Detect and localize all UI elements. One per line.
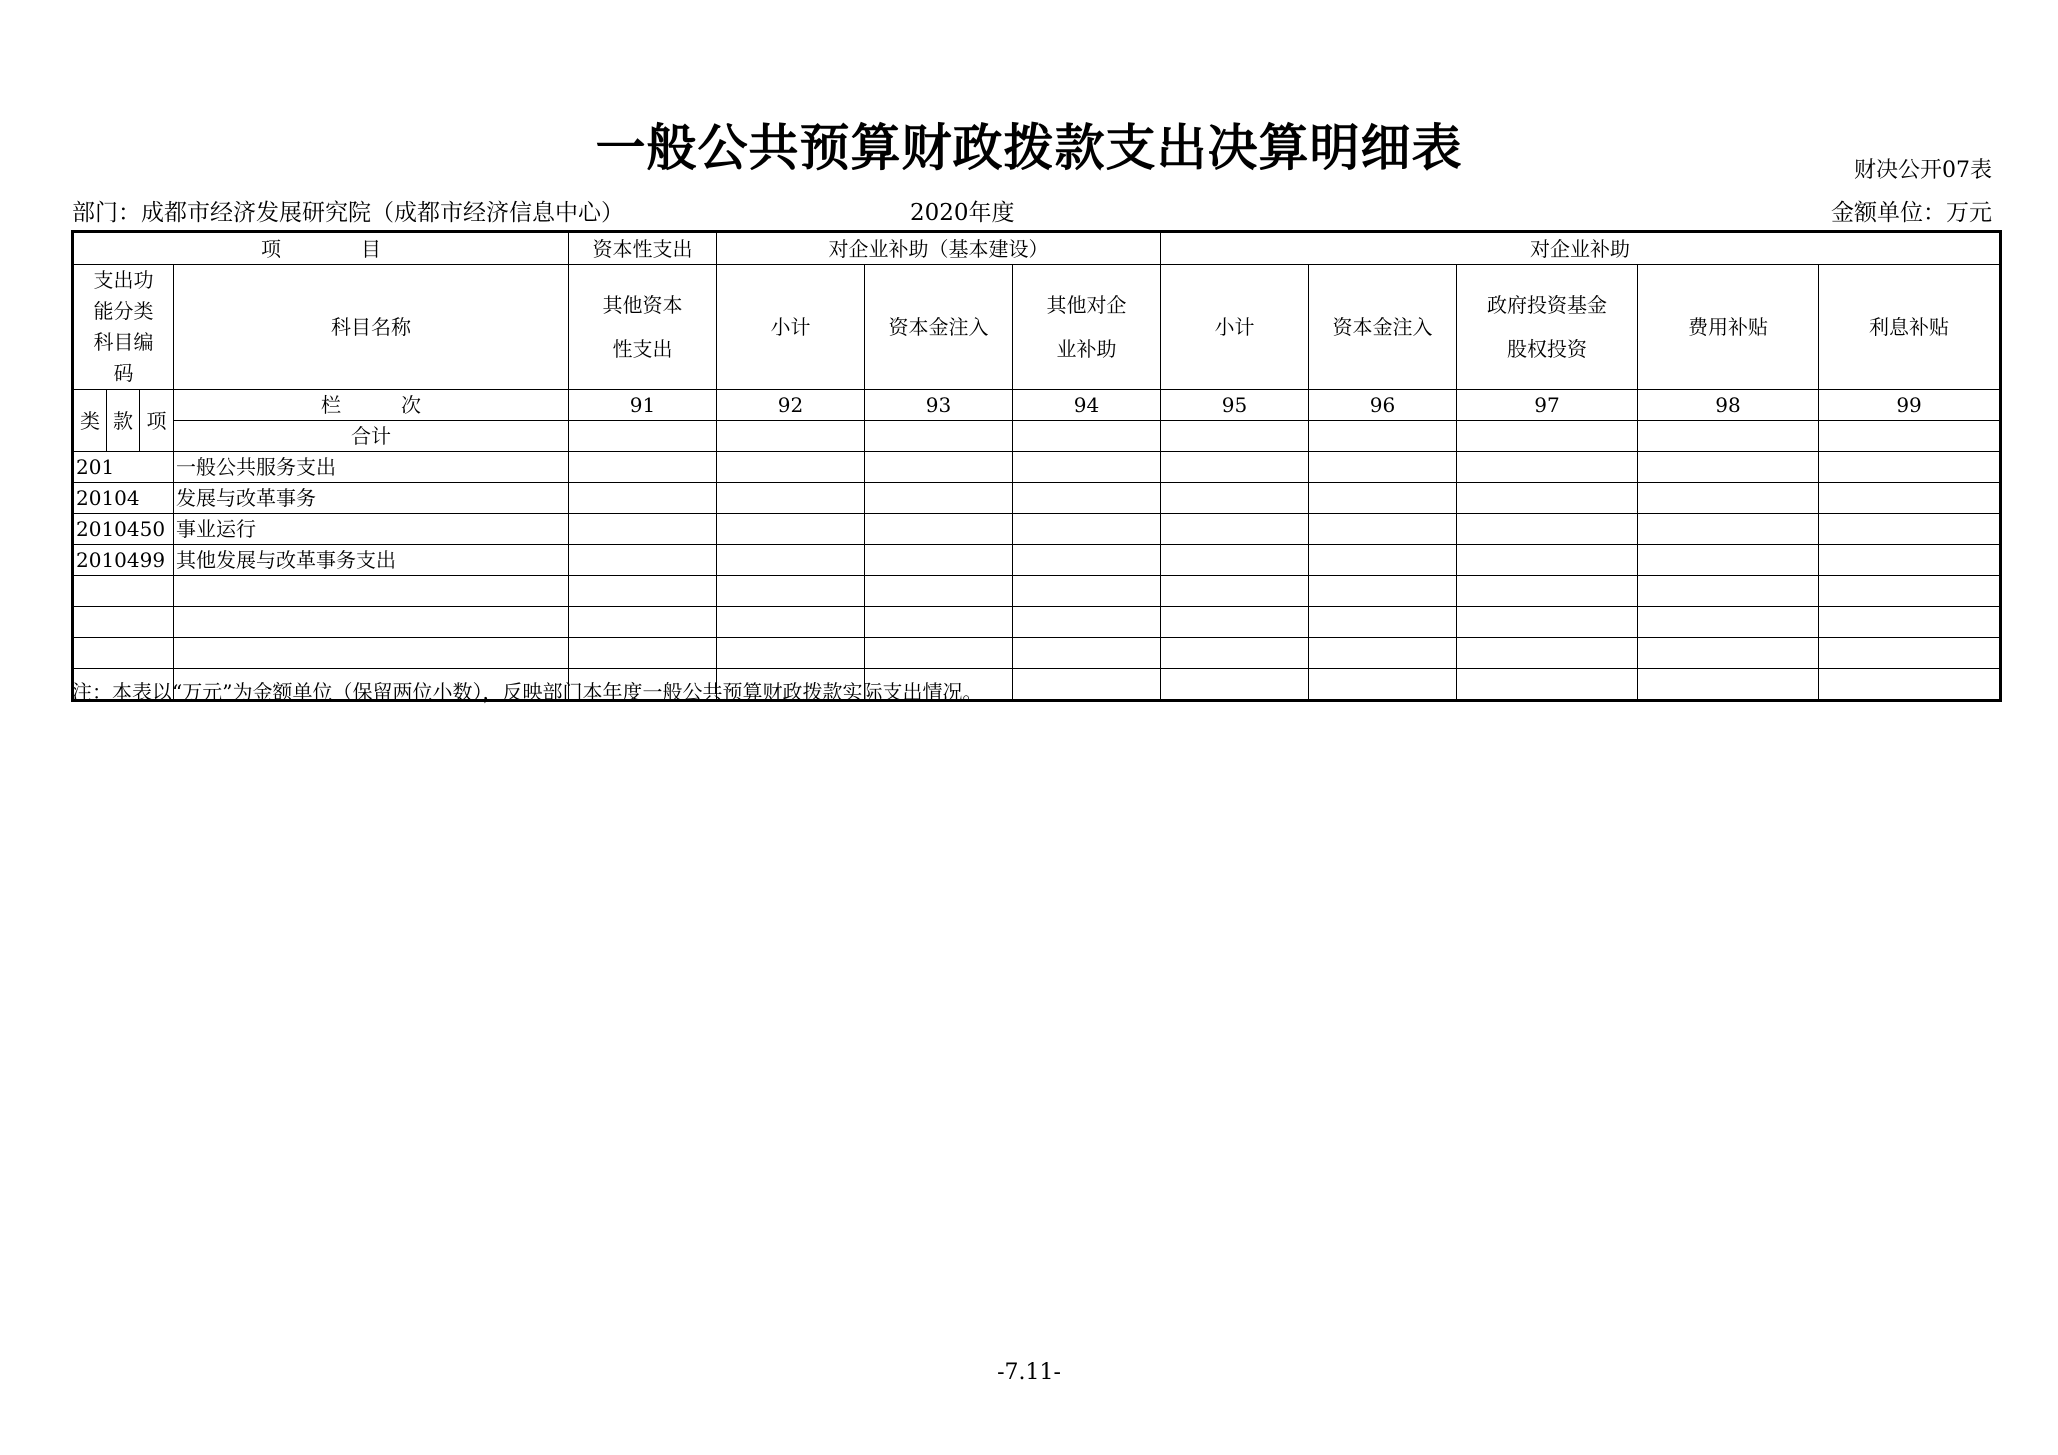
row-code: 201 (73, 452, 174, 483)
row-name: 其他发展与改革事务支出 (174, 545, 569, 576)
empty-row (73, 638, 2001, 669)
row-name: 事业运行 (174, 514, 569, 545)
header-subtotal-b: 小计 (1161, 265, 1309, 390)
col-number: 92 (717, 390, 865, 421)
table-row (73, 514, 2001, 545)
header-other-capital: 其他资本性支出 (569, 265, 717, 390)
col-number: 95 (1161, 390, 1309, 421)
header-capital-injection-a: 资本金注入 (865, 265, 1013, 390)
header-row-2 (73, 265, 2001, 390)
col-number: 97 (1457, 390, 1638, 421)
department-label: 部门：成都市经济发展研究院（成都市经济信息中心） (72, 200, 624, 226)
total-row (73, 421, 2001, 452)
header-capital-injection-b: 资本金注入 (1309, 265, 1457, 390)
table-row (73, 483, 2001, 514)
row-code: 2010450 (73, 514, 174, 545)
header-subtotal-a: 小计 (717, 265, 865, 390)
header-capital-expense: 资本性支出 (569, 232, 717, 265)
table-row (73, 452, 2001, 483)
header-column-no: 栏 次 (174, 390, 569, 421)
table-note: 注：本表以“万元”为金额单位（保留两位小数），反映部门本年度一般公共预算财政拨款实际支出情况。 (72, 680, 983, 704)
header-row-1 (73, 232, 2001, 265)
col-number: 98 (1638, 390, 1819, 421)
col-number: 93 (865, 390, 1013, 421)
empty-row (73, 607, 2001, 638)
header-other-subsidy: 其他对企业补助 (1013, 265, 1161, 390)
expenditure-table (71, 230, 2002, 702)
col-number: 99 (1819, 390, 2001, 421)
header-item: 项 目 (73, 232, 569, 265)
header-subject-name: 科目名称 (174, 265, 569, 390)
empty-row (73, 576, 2001, 607)
amount-unit: 金额单位：万元 (1831, 200, 1992, 226)
header-row-3 (73, 390, 2001, 421)
total-label: 合计 (174, 421, 569, 452)
header-interest-subsidy: 利息补贴 (1819, 265, 2001, 390)
fiscal-year: 2020年度 (910, 200, 1015, 226)
header-enterprise-subsidy: 对企业补助 (1161, 232, 2001, 265)
col-number: 91 (569, 390, 717, 421)
page-title: 一般公共预算财政拨款支出决算明细表 (595, 119, 1463, 177)
header-func-code: 支出功能分类科目编码 (73, 265, 174, 390)
header-xiang: 项 (140, 390, 174, 452)
form-code: 财决公开07表 (1854, 158, 1992, 183)
header-expense-subsidy: 费用补贴 (1638, 265, 1819, 390)
row-code: 20104 (73, 483, 174, 514)
header-kuan: 款 (107, 390, 140, 452)
col-number: 94 (1013, 390, 1161, 421)
col-number: 96 (1309, 390, 1457, 421)
row-code: 2010499 (73, 545, 174, 576)
page-number: -7.11- (997, 1360, 1061, 1385)
header-enterprise-subsidy-construction: 对企业补助（基本建设） (717, 232, 1161, 265)
row-name: 发展与改革事务 (174, 483, 569, 514)
row-name: 一般公共服务支出 (174, 452, 569, 483)
header-gov-fund: 政府投资基金股权投资 (1457, 265, 1638, 390)
header-lei: 类 (73, 390, 107, 452)
table-row (73, 545, 2001, 576)
